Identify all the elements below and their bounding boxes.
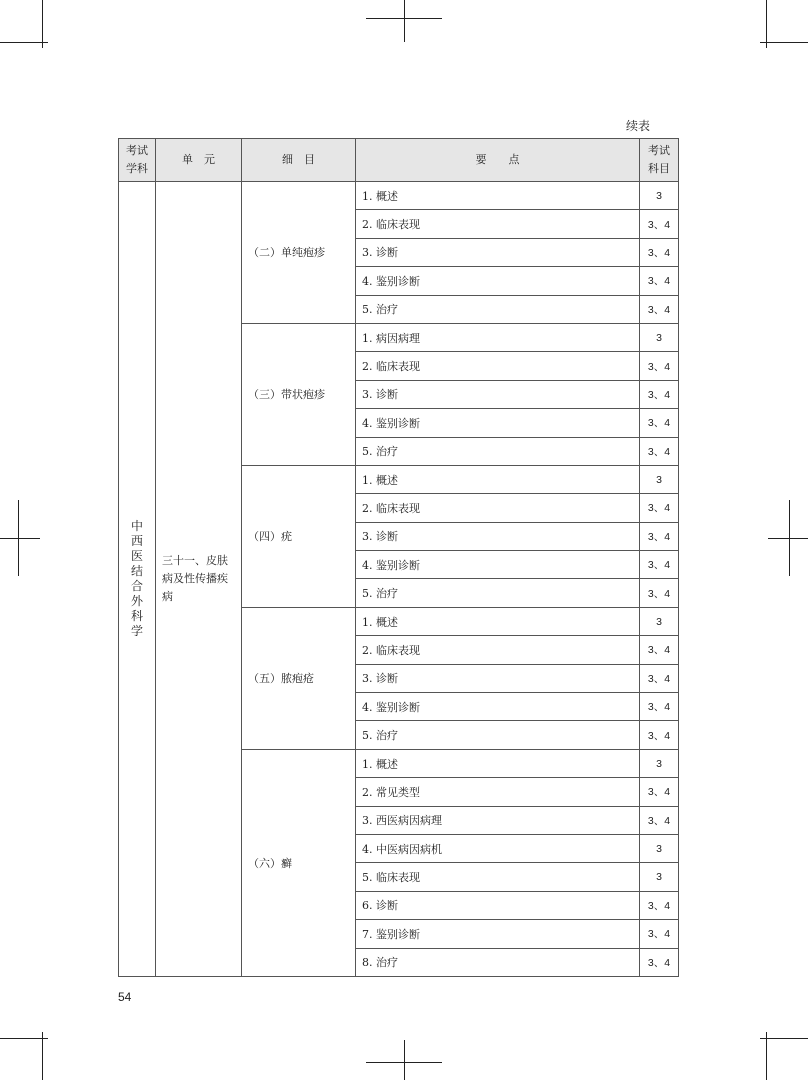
continued-label: 续表 bbox=[626, 119, 651, 133]
exam-cell: 3、4 bbox=[640, 579, 679, 607]
point-cell: 1. 概述 bbox=[356, 607, 640, 635]
syllabus-table bbox=[118, 138, 679, 977]
point-cell: 4. 中医病因病机 bbox=[356, 834, 640, 862]
exam-cell: 3 bbox=[640, 465, 679, 493]
point-cell: 2. 常见类型 bbox=[356, 778, 640, 806]
exam-cell: 3 bbox=[640, 607, 679, 635]
header-subject: 考试 学科 bbox=[119, 139, 156, 182]
exam-cell: 3 bbox=[640, 863, 679, 891]
point-cell: 5. 治疗 bbox=[356, 437, 640, 465]
exam-cell: 3 bbox=[640, 182, 679, 210]
page-number: 54 bbox=[118, 990, 132, 1004]
point-cell: 2. 临床表现 bbox=[356, 210, 640, 238]
exam-cell: 3、4 bbox=[640, 494, 679, 522]
point-cell: 3. 西医病因病理 bbox=[356, 806, 640, 834]
point-cell: 8. 治疗 bbox=[356, 948, 640, 976]
point-cell: 2. 临床表现 bbox=[356, 636, 640, 664]
exam-cell: 3、4 bbox=[640, 948, 679, 976]
exam-cell: 3、4 bbox=[640, 551, 679, 579]
point-cell: 3. 诊断 bbox=[356, 238, 640, 266]
exam-cell: 3、4 bbox=[640, 437, 679, 465]
table-row bbox=[119, 182, 679, 210]
exam-cell: 3、4 bbox=[640, 352, 679, 380]
header-exam: 考试 科目 bbox=[640, 139, 679, 182]
exam-cell: 3、4 bbox=[640, 778, 679, 806]
item-cell: （二）单纯疱疹 bbox=[242, 182, 356, 324]
point-cell: 5. 治疗 bbox=[356, 721, 640, 749]
point-cell: 7. 鉴别诊断 bbox=[356, 920, 640, 948]
exam-cell: 3、4 bbox=[640, 238, 679, 266]
exam-cell: 3 bbox=[640, 834, 679, 862]
point-cell: 2. 临床表现 bbox=[356, 494, 640, 522]
exam-cell: 3、4 bbox=[640, 210, 679, 238]
item-cell: （四）疣 bbox=[242, 465, 356, 607]
exam-cell: 3、4 bbox=[640, 920, 679, 948]
exam-cell: 3 bbox=[640, 749, 679, 777]
exam-cell: 3、4 bbox=[640, 721, 679, 749]
point-cell: 1. 概述 bbox=[356, 182, 640, 210]
exam-cell: 3 bbox=[640, 323, 679, 351]
exam-cell: 3、4 bbox=[640, 295, 679, 323]
point-cell: 1. 病因病理 bbox=[356, 323, 640, 351]
table-header-row bbox=[119, 139, 679, 182]
header-item: 细 目 bbox=[242, 139, 356, 182]
point-cell: 3. 诊断 bbox=[356, 522, 640, 550]
point-cell: 4. 鉴别诊断 bbox=[356, 267, 640, 295]
exam-cell: 3、4 bbox=[640, 693, 679, 721]
item-cell: （五）脓疱疮 bbox=[242, 607, 356, 749]
exam-cell: 3、4 bbox=[640, 891, 679, 919]
point-cell: 3. 诊断 bbox=[356, 380, 640, 408]
exam-cell: 3、4 bbox=[640, 409, 679, 437]
point-cell: 6. 诊断 bbox=[356, 891, 640, 919]
point-cell: 3. 诊断 bbox=[356, 664, 640, 692]
subject-cell: 中西医结合外科学 bbox=[119, 182, 156, 977]
point-cell: 1. 概述 bbox=[356, 749, 640, 777]
point-cell: 4. 鉴别诊断 bbox=[356, 551, 640, 579]
exam-cell: 3、4 bbox=[640, 806, 679, 834]
exam-cell: 3、4 bbox=[640, 522, 679, 550]
point-cell: 1. 概述 bbox=[356, 465, 640, 493]
point-cell: 5. 治疗 bbox=[356, 579, 640, 607]
exam-cell: 3、4 bbox=[640, 267, 679, 295]
item-cell: （三）带状疱疹 bbox=[242, 323, 356, 465]
point-cell: 4. 鉴别诊断 bbox=[356, 409, 640, 437]
item-cell: （六）癣 bbox=[242, 749, 356, 976]
exam-cell: 3、4 bbox=[640, 636, 679, 664]
header-points: 要 点 bbox=[356, 139, 640, 182]
point-cell: 5. 治疗 bbox=[356, 295, 640, 323]
point-cell: 4. 鉴别诊断 bbox=[356, 693, 640, 721]
point-cell: 2. 临床表现 bbox=[356, 352, 640, 380]
exam-cell: 3、4 bbox=[640, 664, 679, 692]
point-cell: 5. 临床表现 bbox=[356, 863, 640, 891]
unit-cell: 三十一、皮肤病及性传播疾病 bbox=[156, 182, 242, 977]
header-unit: 单 元 bbox=[156, 139, 242, 182]
table-body bbox=[119, 182, 679, 977]
exam-cell: 3、4 bbox=[640, 380, 679, 408]
